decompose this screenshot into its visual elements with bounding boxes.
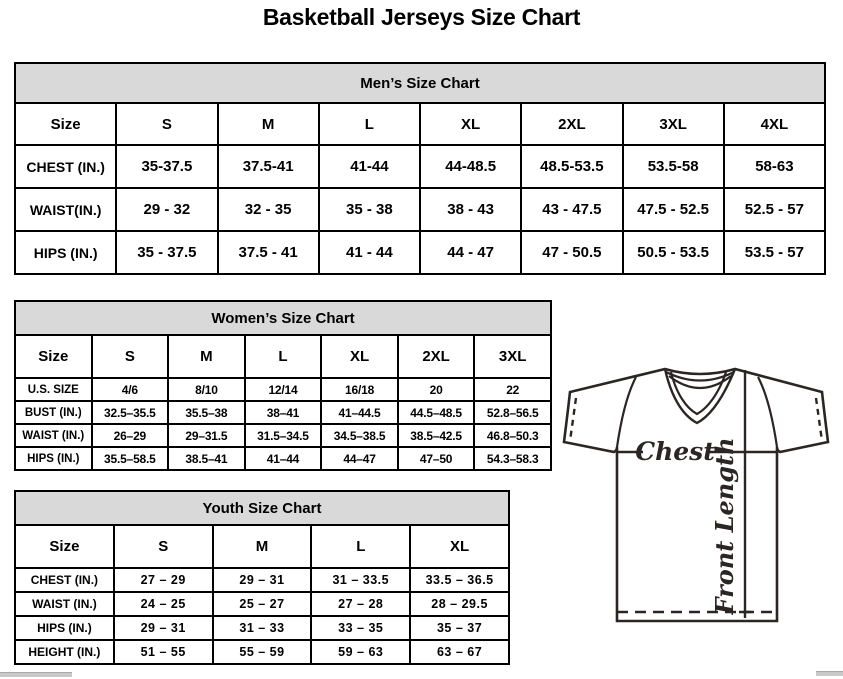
table-row-waist bbox=[15, 188, 825, 231]
column-header: XL bbox=[321, 335, 398, 378]
column-header: 2XL bbox=[521, 103, 622, 145]
column-header: 3XL bbox=[474, 335, 551, 378]
column-header: M bbox=[218, 103, 319, 145]
size-value: 29 – 31 bbox=[213, 568, 312, 592]
table-row-bust bbox=[15, 401, 551, 424]
size-value: 35-37.5 bbox=[116, 145, 217, 188]
row-label: HIPS (IN.) bbox=[15, 447, 92, 470]
size-value: 16/18 bbox=[321, 378, 398, 401]
size-value: 29 – 31 bbox=[114, 616, 213, 640]
column-header: L bbox=[245, 335, 322, 378]
size-value: 31 – 33.5 bbox=[311, 568, 410, 592]
size-value: 38.5–41 bbox=[168, 447, 245, 470]
size-value: 41 - 44 bbox=[319, 231, 420, 274]
size-value: 24 – 25 bbox=[114, 592, 213, 616]
size-value: 47 - 50.5 bbox=[521, 231, 622, 274]
size-value: 8/10 bbox=[168, 378, 245, 401]
column-header: L bbox=[319, 103, 420, 145]
left-sleeve-seam bbox=[617, 377, 636, 447]
size-value: 12/14 bbox=[245, 378, 322, 401]
table-title-row bbox=[15, 63, 825, 103]
mens-size-chart-table bbox=[14, 62, 826, 275]
row-label: WAIST (IN.) bbox=[15, 592, 114, 616]
row-label: BUST (IN.) bbox=[15, 401, 92, 424]
size-value: 41–44.5 bbox=[321, 401, 398, 424]
table-row-hips bbox=[15, 616, 509, 640]
size-value: 44 - 47 bbox=[420, 231, 521, 274]
size-value: 33 – 35 bbox=[311, 616, 410, 640]
column-header: 2XL bbox=[398, 335, 475, 378]
column-header: 3XL bbox=[623, 103, 724, 145]
size-value: 46.8–50.3 bbox=[474, 424, 551, 447]
column-header: XL bbox=[420, 103, 521, 145]
size-value: 63 – 67 bbox=[410, 640, 509, 664]
size-value: 59 – 63 bbox=[311, 640, 410, 664]
row-label: WAIST (IN.) bbox=[15, 424, 92, 447]
size-value: 34.5–38.5 bbox=[321, 424, 398, 447]
youth-size-chart-table bbox=[14, 490, 510, 665]
row-label: HEIGHT (IN.) bbox=[15, 640, 114, 664]
column-header-size: Size bbox=[15, 525, 114, 568]
row-label: WAIST(IN.) bbox=[15, 188, 116, 231]
table-header-row bbox=[15, 103, 825, 145]
front-length-measure-line bbox=[739, 370, 751, 618]
column-header: S bbox=[116, 103, 217, 145]
size-value: 29–31.5 bbox=[168, 424, 245, 447]
womens-size-chart-table bbox=[14, 300, 552, 471]
size-value: 53.5 - 57 bbox=[724, 231, 825, 274]
chest-label: Chest bbox=[635, 437, 715, 466]
column-header: XL bbox=[410, 525, 509, 568]
row-label: HIPS (IN.) bbox=[15, 616, 114, 640]
size-value: 41-44 bbox=[319, 145, 420, 188]
size-value: 44.5–48.5 bbox=[398, 401, 475, 424]
size-value: 52.5 - 57 bbox=[724, 188, 825, 231]
table-row-waist bbox=[15, 424, 551, 447]
right-cuff-dashed-line bbox=[816, 398, 822, 441]
size-value: 35 - 37.5 bbox=[116, 231, 217, 274]
youth-chart-title: Youth Size Chart bbox=[15, 491, 509, 525]
size-value: 47.5 - 52.5 bbox=[623, 188, 724, 231]
size-value: 32.5–35.5 bbox=[92, 401, 169, 424]
size-value: 35.5–58.5 bbox=[92, 447, 169, 470]
size-value: 47–50 bbox=[398, 447, 475, 470]
size-value: 31.5–34.5 bbox=[245, 424, 322, 447]
size-value: 41–44 bbox=[245, 447, 322, 470]
column-header: M bbox=[168, 335, 245, 378]
size-value: 31 – 33 bbox=[213, 616, 312, 640]
column-header: S bbox=[92, 335, 169, 378]
size-value: 35 - 38 bbox=[319, 188, 420, 231]
column-header: S bbox=[114, 525, 213, 568]
table-title-row bbox=[15, 491, 509, 525]
womens-chart-title: Women’s Size Chart bbox=[15, 301, 551, 335]
size-value: 55 – 59 bbox=[213, 640, 312, 664]
table-header-row bbox=[15, 335, 551, 378]
table-title-row bbox=[15, 301, 551, 335]
size-value: 33.5 – 36.5 bbox=[410, 568, 509, 592]
column-header: L bbox=[311, 525, 410, 568]
size-value: 50.5 - 53.5 bbox=[623, 231, 724, 274]
size-value: 37.5-41 bbox=[218, 145, 319, 188]
size-value: 52.8–56.5 bbox=[474, 401, 551, 424]
left-cuff-dashed-line bbox=[570, 398, 576, 441]
size-value: 4/6 bbox=[92, 378, 169, 401]
size-value: 35.5–38 bbox=[168, 401, 245, 424]
size-value: 38 - 43 bbox=[420, 188, 521, 231]
size-value: 44-48.5 bbox=[420, 145, 521, 188]
front-length-label: Front Length bbox=[710, 437, 739, 615]
table-header-row bbox=[15, 525, 509, 568]
column-header: 4XL bbox=[724, 103, 825, 145]
size-value: 48.5-53.5 bbox=[521, 145, 622, 188]
horizontal-scrollbar-right-fragment[interactable] bbox=[816, 671, 843, 676]
size-value: 38.5–42.5 bbox=[398, 424, 475, 447]
table-row-chest bbox=[15, 568, 509, 592]
table-row-waist bbox=[15, 592, 509, 616]
size-value: 26–29 bbox=[92, 424, 169, 447]
mens-chart-title: Men’s Size Chart bbox=[15, 63, 825, 103]
row-label: U.S. SIZE bbox=[15, 378, 92, 401]
size-value: 28 – 29.5 bbox=[410, 592, 509, 616]
size-value: 38–41 bbox=[245, 401, 322, 424]
size-value: 20 bbox=[398, 378, 475, 401]
table-row-hips bbox=[15, 447, 551, 470]
jersey-outline bbox=[564, 369, 828, 621]
right-sleeve-seam bbox=[758, 377, 777, 447]
page-title: Basketball Jerseys Size Chart bbox=[262, 4, 581, 30]
size-value: 27 – 28 bbox=[311, 592, 410, 616]
size-value: 44–47 bbox=[321, 447, 398, 470]
size-value: 37.5 - 41 bbox=[218, 231, 319, 274]
horizontal-scrollbar-left-fragment[interactable] bbox=[0, 672, 72, 677]
size-value: 54.3–58.3 bbox=[474, 447, 551, 470]
table-row-us-size bbox=[15, 378, 551, 401]
column-header: M bbox=[213, 525, 312, 568]
size-value: 53.5-58 bbox=[623, 145, 724, 188]
size-value: 25 – 27 bbox=[213, 592, 312, 616]
column-header-size: Size bbox=[15, 335, 92, 378]
row-label: HIPS (IN.) bbox=[15, 231, 116, 274]
table-row-chest bbox=[15, 145, 825, 188]
size-value: 43 - 47.5 bbox=[521, 188, 622, 231]
size-value: 51 – 55 bbox=[114, 640, 213, 664]
column-header-size: Size bbox=[15, 103, 116, 145]
row-label: CHEST (IN.) bbox=[15, 568, 114, 592]
size-value: 27 – 29 bbox=[114, 568, 213, 592]
size-value: 32 - 35 bbox=[218, 188, 319, 231]
table-row-hips bbox=[15, 231, 825, 274]
size-value: 35 – 37 bbox=[410, 616, 509, 640]
size-value: 22 bbox=[474, 378, 551, 401]
size-value: 29 - 32 bbox=[116, 188, 217, 231]
jersey-measurement-diagram bbox=[560, 362, 832, 628]
table-row-height bbox=[15, 640, 509, 664]
row-label: CHEST (IN.) bbox=[15, 145, 116, 188]
size-value: 58-63 bbox=[724, 145, 825, 188]
